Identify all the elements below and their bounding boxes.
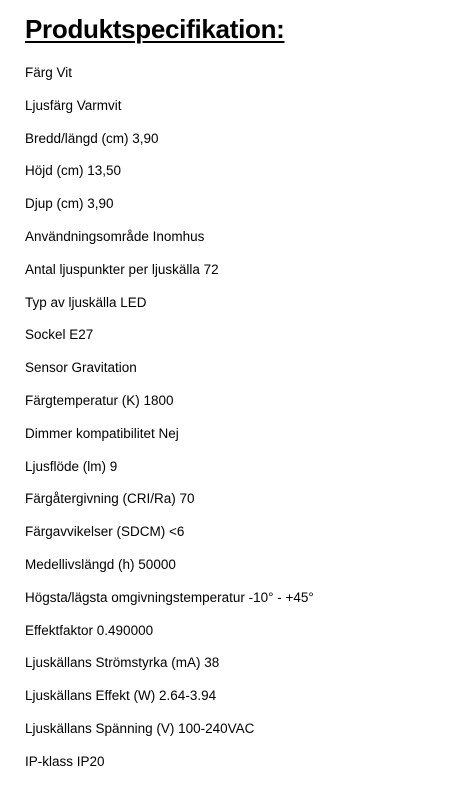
spec-item-farg: Färg Vit <box>25 65 73 80</box>
spec-item-effekt: Ljuskällans Effekt (W) 2.64-3.94 <box>25 688 217 704</box>
spec-item-sockel: Sockel E27 <box>25 327 94 343</box>
spec-item-fargtemperatur: Färgtemperatur (K) 1800 <box>25 392 174 408</box>
spec-item-omgivningstemperatur: Högsta/lägsta omgivningstemperatur -10° - +45° <box>25 589 314 605</box>
spec-item-medellivslangd: Medellivslängd (h) 50000 <box>25 556 176 572</box>
page-title: Produktspecifikation: <box>25 14 285 44</box>
spec-item-spanning: Ljuskällans Spänning (V) 100-240VAC <box>25 720 255 736</box>
spec-item-antal-ljuspunkter: Antal ljuspunkter per ljuskälla 72 <box>25 261 219 277</box>
spec-item-dimmer: Dimmer kompatibilitet Nej <box>25 425 179 441</box>
spec-item-fargatergivning: Färgåtergivning (CRI/Ra) 70 <box>25 491 195 507</box>
spec-item-ip-klass: IP-klass IP20 <box>25 753 105 769</box>
spec-item-effektfaktor: Effektfaktor 0.490000 <box>25 622 154 638</box>
spec-item-stromstyrka: Ljuskällans Strömstyrka (mA) 38 <box>25 655 220 671</box>
spec-item-typ-av-ljuskalla: Typ av ljuskälla LED <box>25 294 147 310</box>
spec-item-anvandningsomrade: Användningsområde Inomhus <box>25 228 205 244</box>
spec-list <box>25 62 314 784</box>
spec-item-hojd: Höjd (cm) 13,50 <box>25 163 122 179</box>
spec-item-fargavvikelser: Färgavvikelser (SDCM) <6 <box>25 524 185 540</box>
spec-item-djup: Djup (cm) 3,90 <box>25 196 114 212</box>
spec-item-ljusflode: Ljusflöde (lm) 9 <box>25 458 118 474</box>
spec-item-bredd-langd: Bredd/längd (cm) 3,90 <box>25 130 159 146</box>
spec-item-sensor: Sensor Gravitation <box>25 360 137 376</box>
spec-item-ljusfarg: Ljusfärg Varmvit <box>25 97 122 113</box>
